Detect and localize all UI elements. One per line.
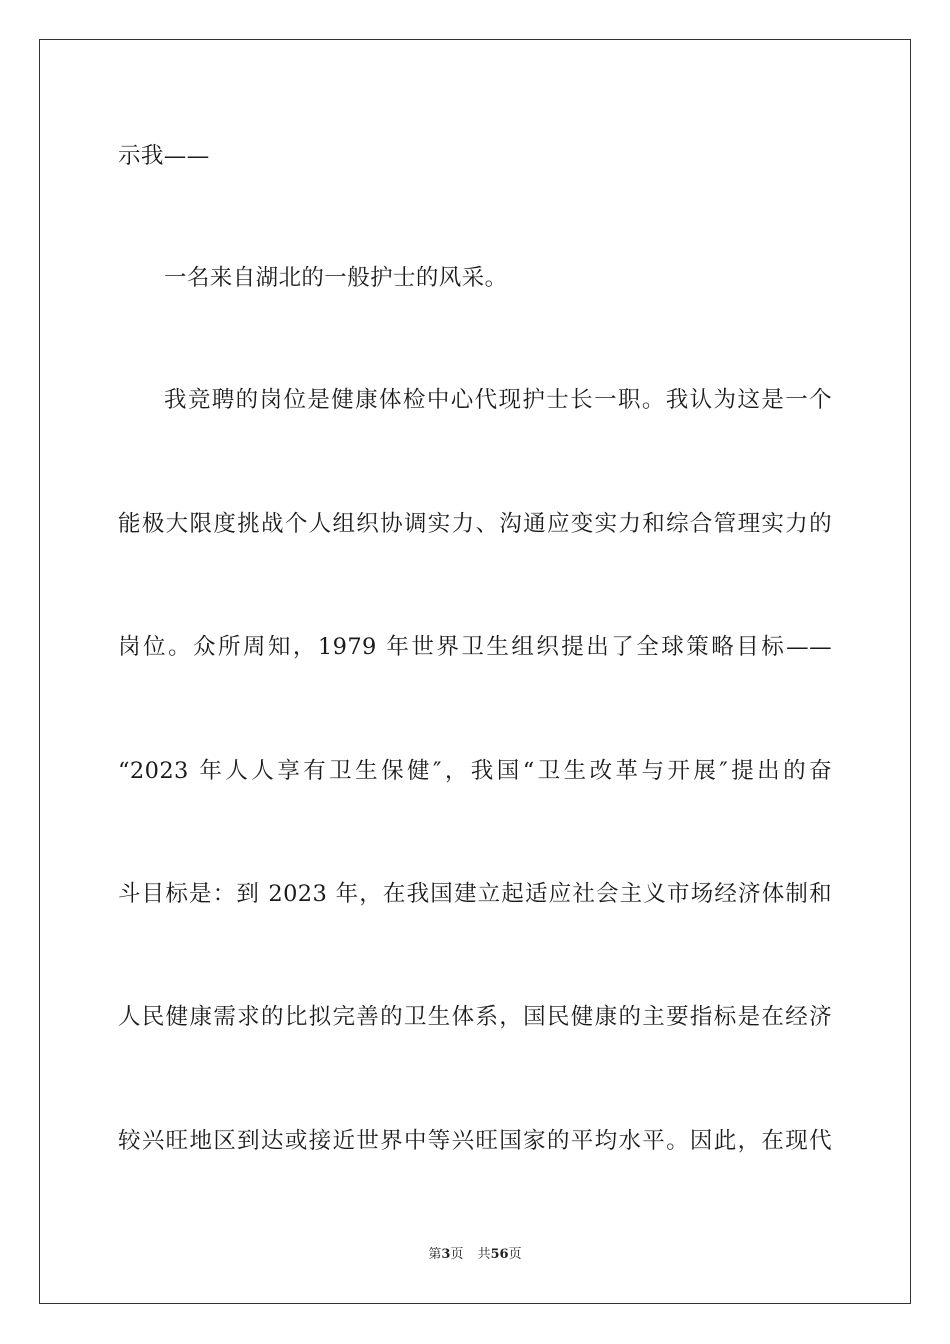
page-prefix: 第 [428,1247,442,1262]
text-line-2: 一名来自湖北的一般护士的风采。 [164,265,508,291]
text-line-6: “2023 年人人享有卫生保健″，我国“卫生改革与开展″提出的奋 [118,758,832,784]
text-line-5: 岗位。众所周知，1979 年世界卫生组织提出了全球策略目标—— [118,634,832,660]
text-line-7: 斗目标是：到 2023 年，在我国建立起适应社会主义市场经济体制和 [118,881,832,907]
text-line-1: 示我—— [118,143,210,169]
page-border [39,39,911,1304]
total-prefix: 共 [477,1247,491,1262]
text-line-4: 能极大限度挑战个人组织协调实力、沟通应变实力和综合管理实力的 [118,511,832,537]
total-page-count: 56 [490,1247,509,1262]
text-line-9: 较兴旺地区到达或接近世界中等兴旺国家的平均水平。因此，在现代 [118,1128,832,1154]
page-footer [0,1246,950,1264]
current-page-number: 3 [441,1247,451,1262]
text-line-8: 人民健康需求的比拟完善的卫生体系，国民健康的主要指标是在经济 [118,1004,832,1030]
page-suffix: 页 [450,1247,464,1262]
text-line-3: 我竞聘的岗位是健康体检中心代现护士长一职。我认为这是一个 [164,387,832,413]
total-suffix: 页 [508,1247,522,1262]
